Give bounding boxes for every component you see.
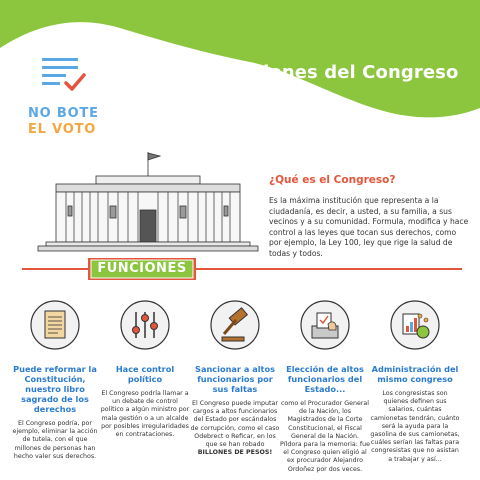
- function-card-administration: [370, 300, 460, 464]
- function-title: Hace control político: [115, 364, 175, 384]
- logo-text-line1: NO BOTE: [28, 106, 99, 121]
- ballot-icon: [300, 300, 350, 350]
- function-title: Administración del mismo congreso: [371, 364, 459, 384]
- function-text: Los congresistas son quienes definen sus salarios, cuántas camionetas tendrán, cuánto será la ayuda para la gasolina de sus camionetas, cuáles serían las faltas para congresistas que no asistan a trabajar y así...: [370, 390, 460, 463]
- what-is-congress-section: [269, 174, 469, 260]
- budget-icon: [390, 300, 440, 350]
- function-text-emphasis: BILLONES DE PESOS!: [197, 449, 273, 457]
- function-title: Puede reformar la Constitución, nuestro libro sagrado de los derechos: [13, 364, 97, 414]
- section-heading: ¿Qué es el Congreso?: [269, 174, 396, 186]
- function-text: El Congreso podría llamar a un debate de control político a algún ministro por mala gestión o a un alcalde por posibles irregularidades en contrataciones.: [100, 390, 190, 439]
- function-title: Elección de altos funcionarios del Estado...: [286, 364, 364, 394]
- sliders-icon: [120, 300, 170, 350]
- function-text: [190, 400, 280, 457]
- document-icon: [30, 300, 80, 350]
- function-text: El Congreso podría, por ejemplo, eliminar la acción de tutela, con el que millones de personas han hecho valer sus derechos.: [12, 420, 98, 460]
- function-text: como el Procurador General de la Nación, los Magistrados de la Corte Constitucional, el Fiscal General de la Nación. Píldora para la memoria: fue el Congreso quien eligió al ex procurador Alejandro Ordoñez por dos veces.: [280, 400, 370, 473]
- function-card-political-control: [100, 300, 190, 439]
- function-card-constitution: [10, 300, 100, 461]
- gavel-icon: [210, 300, 260, 350]
- congress-building-illustration: [36, 150, 260, 252]
- functions-banner-label: FUNCIONES: [97, 261, 187, 276]
- section-body: Es la máxima institución que representa a la ciudadanía, es decir, a usted, a su familia, a sus vecinos y a su comunidad. Formula, modifica y hace control a las leyes que tocan sus derechos, como por ejemplo, la Ley 100, ley que rige la salud de todas y todos.: [269, 196, 469, 258]
- function-title: Sancionar a altos funcionarios por sus faltas: [195, 364, 275, 394]
- function-card-sanction: [190, 300, 280, 457]
- page-title: Funciones del Congreso: [215, 62, 459, 83]
- logo-text-line2: EL VOTO: [28, 122, 97, 137]
- brand-logo: [26, 56, 116, 146]
- function-card-election: [280, 300, 370, 474]
- function-text-body: El Congreso puede imputar cargos a altos funcionarios del Estado por escándalos de corrupción, como el caso Odebrect o Reficar, en los que se han robado: [190, 400, 280, 449]
- ballot-check-icon: [42, 56, 92, 96]
